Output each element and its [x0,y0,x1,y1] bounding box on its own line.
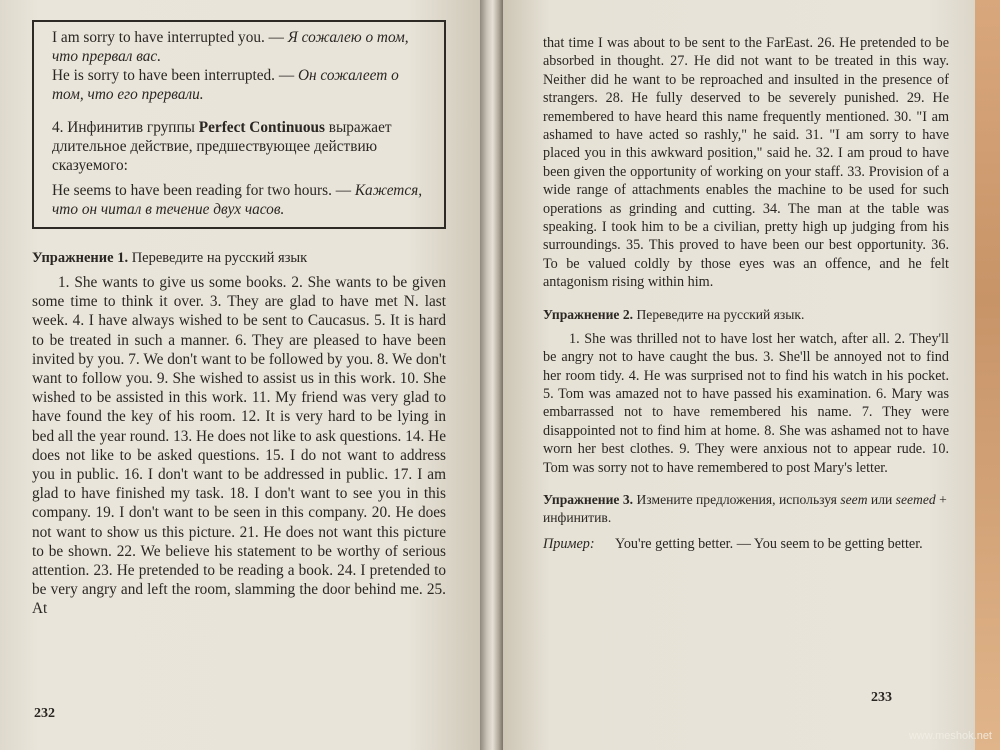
exercise-instruction-end: + инфинитив. [543,491,947,525]
rule-example-2 [52,66,434,104]
dash-separator: — [264,29,288,46]
example-russian: Я сожалею о том, что прервал вас. [52,29,409,65]
example-english: I am sorry to have interrupted you. [52,29,265,46]
page-number-right: 233 [871,690,892,705]
example-russian: Кажется, что он читал в течение двух часов. [52,182,423,218]
dash-separator: — [275,67,298,84]
background-surface [975,0,1000,750]
exercise-3-heading [543,491,949,527]
exercise-2-text: 1. She was thrilled not to have lost her watch, after all. 2. They'll be angry not to have caught the bus. 3. She'll be annoyed not to find her room tidy. 4. He was surprised not to find his watch in his pocket. 5. Tom was amazed not to have passed his examination. 6. Mary was embarrassed not to have remembered his name. 7. They were disappointed not to find him at home. 8. She was ashamed not to have worn her best clothes. 9. They were anxious not to appear rude. 10. Tom was sorry not to have remembered to post Mary's letter. [543,330,949,476]
exercise-instruction: Измените предложения, используя [633,491,841,507]
example-label: Пример: [543,535,595,552]
page-number-left: 232 [34,706,55,721]
example-english: He is sorry to have been interrupted. [52,67,276,84]
exercise-label: Упражнение 3. [543,491,634,507]
seemed-term: seemed [895,491,936,507]
exercise-instruction: Переведите на русский язык. [633,306,805,322]
seem-term: seem [840,491,868,507]
watermark-text: www.meshok.net [908,730,992,742]
rule-suffix: выражает длительное действие, предшествующее действию сказуемого: [52,119,392,174]
rule-prefix: 4. Инфинитив группы [52,119,199,136]
dash-separator: — [331,182,355,199]
rule-example-3 [52,181,434,219]
exercise-instruction: Переведите на русский язык [128,250,308,266]
example-russian: Он сожалеет о том, что его прервали. [52,67,399,103]
rule-statement [52,118,434,175]
or-word: или [867,491,896,507]
left-page [0,0,480,750]
rule-example-1 [52,28,434,66]
exercise-label: Упражнение 2. [543,306,634,322]
rule-term: Perfect Continuous [198,119,325,136]
book-gutter [480,0,503,750]
exercise-3-example [543,535,949,553]
exercise-2-heading [543,306,949,324]
exercise-1-text: 1. She wants to give us some books. 2. She wants to be given some time to think it over. 3. They are glad to have met N. last week. 4. I have always wished to be sent to Caucasus. 5. It is hard to be treated in such a manner. 6. They are pleased to have been invited by you. 7. We don't want to be followed by you. 8. We don't want to follow you. 9. She wished to assist us in this work. 10. She wished to be assisted in this work. 11. My friend was very glad to have found the key of his room. 12. It is very hard to be lying in bed all the year round. 13. He does not like to ask questions. 14. He does not like to be asked questions. 15. I do not want to address you in public. 16. I don't want to be addressed in public. 17. I am glad to have finished my task. 18. I don't want to see you in this company. 19. I don't want to be seen in this company. 20. He does not want to show us this picture. 21. He does not want this picture to be shown. 22. We believe his statement to be worthy of serious attention. 23. He pretended to be reading a book. 24. I pretended to be very angry and left the room, slamming the door behind me. 25. At [32,274,446,618]
example-english: He seems to have been reading for two hours. [52,182,332,199]
exercise-1-heading [32,249,446,267]
exercise-label: Упражнение 1. [32,250,129,266]
exercise-1-continuation: that time I was about to be sent to the FarEast. 26. He pretended to be absorbed in thought. 27. He did not want to be treated in this way. Neither did he want to be reproached and insulted in the presence of strangers. 28. He fully deserved to be severely punished. 29. He remembered to have heard this name frequently mentioned. 30. "I am ashamed to have acted so rashly," he said. 31. "I am sorry to have placed you in this awkward position," said he. 32. I am proud to have been given the opportunity of working on your staff. 33. Provision of a wide range of attachments enables the machine to be used for such operations as grinding and cutting. 34. The man at the table was speaking. I took him to be a civilian, pretty high up judging from his surroundings. 35. This proved to have been our best opportunity. 36. To be valued coldly by those eyes was an offence, and he felt antagonism rising within him. [543,35,949,291]
grammar-rule-box [32,20,446,229]
right-page [503,0,975,750]
example-text: You're getting better. — You seem to be getting better. [615,535,923,552]
